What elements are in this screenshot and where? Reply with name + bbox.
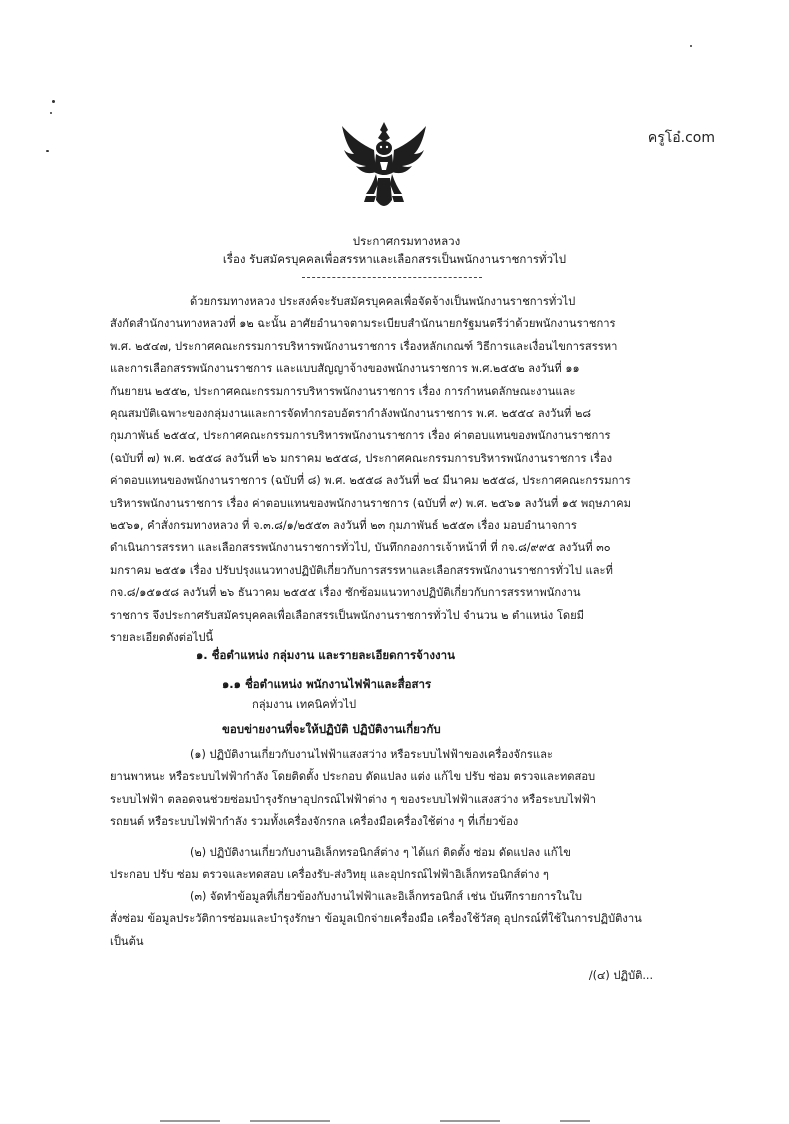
watermark-text: ครูโอ๋.com: [647, 130, 715, 146]
duty-line: ยานพาหนะ หรือระบบไฟฟ้ากำลัง โดยติดตั้ง ประกอบ ดัดแปลง แต่ง แก้ไข ปรับ ซ่อม ตรวจและทดสอบ: [110, 770, 596, 784]
intro-line: สังกัดสำนักงานทางหลวงที่ ๑๒ ฉะนั้น อาศัยอำนาจตามระเบียบสำนักนายกรัฐมนตรีว่าด้วยพนักงานราชการ: [110, 317, 616, 331]
scope-heading: ขอบข่ายงานที่จะให้ปฏิบัติ ปฏิบัติงานเกี่ยวกับ: [222, 722, 441, 736]
announcement-subject: เรื่อง รับสมัครบุคคลเพื่อสรรหาและเลือกสรรเป็นพนักงานราชการทั่วไป: [222, 252, 567, 266]
intro-line: ค่าตอบแทนของพนักงานราชการ (ฉบับที่ ๘) พ.ศ. ๒๕๕๘ ลงวันที่ ๒๔ มีนาคม ๒๕๕๘, ประกาศคณะกรรมการ: [110, 474, 631, 488]
continuation-marker: /(๔) ปฏิบัติ...: [588, 969, 653, 982]
intro-line: ราชการ จึงประกาศรับสมัครบุคคลเพื่อเลือกสรรเป็นพนักงานราชการทั่วไป จำนวน ๒ ตำแหน่ง โดยมี: [110, 608, 585, 622]
intro-line: และการเลือกสรรพนักงานราชการ และแบบสัญญาจ้างของพนักงานราชการ พ.ศ.๒๕๕๒ ลงวันที่ ๑๑: [110, 362, 580, 376]
intro-line: รายละเอียดดังต่อไปนี้: [110, 631, 214, 645]
intro-line: กันยายน ๒๕๕๒, ประกาศคณะกรรมการบริหารพนักงานราชการ เรื่อง การกำหนดลักษณะงานและ: [110, 384, 576, 398]
duty-line: เป็นต้น: [110, 934, 144, 948]
duty-line: (๓) จัดทำข้อมูลที่เกี่ยวข้องกับงานไฟฟ้าและอิเล็กทรอนิกส์ เช่น บันทึกรายการในใบ: [190, 890, 582, 903]
announcement-title: ประกาศกรมทางหลวง: [352, 234, 461, 248]
duty-item-3: [110, 886, 702, 953]
scan-speck: [46, 150, 49, 152]
garuda-emblem-icon: [336, 120, 432, 215]
intro-line: (ฉบับที่ ๗) พ.ศ. ๒๕๕๘ ลงวันที่ ๒๖ มกราคม ๒๕๕๘, ประกาศคณะกรรมการบริหารพนักงานราชการ เรื่อง: [110, 451, 613, 465]
scan-speck: [52, 100, 55, 103]
intro-line: บริหารพนักงานราชการ เรื่อง ค่าตอบแทนของพนักงานราชการ (ฉบับที่ ๙) พ.ศ. ๒๕๖๑ ลงวันที่ ๑๕ พฤษภาคม: [110, 496, 631, 510]
duty-line: ระบบไฟฟ้า ตลอดจนช่วยซ่อมบำรุงรักษาอุปกรณ์ไฟฟ้าต่าง ๆ ของระบบไฟฟ้าแสงสว่าง หรือระบบไฟฟ้า: [110, 792, 596, 806]
scan-speck: [690, 45, 692, 47]
scan-edge-mark: [160, 1120, 220, 1122]
duty-item-2: [110, 842, 702, 887]
position-heading: ๑.๑ ชื่อตำแหน่ง พนักงานไฟฟ้าและสื่อสาร: [222, 677, 432, 691]
duty-line: (๒) ปฏิบัติงานเกี่ยวกับงานอิเล็กทรอนิกส์ต่าง ๆ ได้แก่ ติดตั้ง ซ่อม ดัดแปลง แก้ไข: [190, 846, 571, 859]
scan-edge-mark: [560, 1120, 590, 1122]
duty-line: ประกอบ ปรับ ซ่อม ตรวจและทดสอบ เครื่องรับ-ส่งวิทยุ และอุปกรณ์ไฟฟ้าอิเล็กทรอนิกส์ต่าง ๆ: [110, 868, 549, 882]
intro-line: พ.ศ. ๒๕๔๗, ประกาศคณะกรรมการบริหารพนักงานราชการ เรื่องหลักเกณฑ์ วิธีการและเงื่อนไขการสรรหา: [110, 339, 618, 353]
title-divider: [302, 277, 482, 278]
duty-line: รถยนต์ หรือระบบไฟฟ้ากำลัง รวมทั้งเครื่องจักรกล เครื่องมือเครื่องใช้ต่าง ๆ ที่เกี่ยวข้อง: [110, 815, 519, 829]
scan-speck: [50, 112, 52, 114]
scan-edge-mark: [440, 1120, 500, 1122]
section-1-heading: ๑. ชื่อตำแหน่ง กลุ่มงาน และรายละเอียดการจ้างงาน: [196, 648, 455, 662]
duty-item-1: [110, 744, 702, 834]
intro-line: กุมภาพันธ์ ๒๕๕๔, ประกาศคณะกรรมการบริหารพนักงานราชการ เรื่อง ค่าตอบแทนของพนักงานราชการ: [110, 429, 611, 443]
intro-paragraph: [110, 291, 702, 650]
intro-line: กจ.๘/๑๕๑๕๘ ลงวันที่ ๒๖ ธันวาคม ๒๕๕๕ เรื่อง ซักซ้อมแนวทางปฏิบัติเกี่ยวกับการสรรหาพนักงาน: [110, 586, 581, 600]
job-group: กลุ่มงาน เทคนิคทั่วไป: [252, 698, 357, 711]
intro-line: คุณสมบัติเฉพาะของกลุ่มงานและการจัดทำกรอบอัตรากำลังพนักงานราชการ พ.ศ. ๒๕๕๔ ลงวันที่ ๒๘: [110, 407, 591, 421]
intro-line: ๒๕๖๑, คำสั่งกรมทางหลวง ที่ จ.๓.๘/๑/๒๕๕๓ ลงวันที่ ๒๓ กุมภาพันธ์ ๒๕๕๓ เรื่อง มอบอำนาจการ: [110, 519, 577, 533]
intro-line: มกราคม ๒๕๕๑ เรื่อง ปรับปรุงแนวทางปฏิบัติเกี่ยวกับการสรรหาและเลือกสรรพนักงานราชการทั่วไป และที่: [110, 563, 613, 577]
intro-line: ด้วยกรมทางหลวง ประสงค์จะรับสมัครบุคคลเพื่อจัดจ้างเป็นพนักงานราชการทั่วไป: [190, 295, 576, 308]
scan-edge-mark: [250, 1120, 330, 1122]
intro-line: ดำเนินการสรรหา และเลือกสรรพนักงานราชการทั่วไป, บันทึกกองการเจ้าหน้าที่ ที่ กจ.๘/๙๙๕ ลงวันที่ ๓๐: [110, 541, 611, 555]
duty-line: (๑) ปฏิบัติงานเกี่ยวกับงานไฟฟ้าแสงสว่าง หรือระบบไฟฟ้าของเครื่องจักรและ: [190, 748, 553, 761]
duty-line: สั่งซ่อม ข้อมูลประวัติการซ่อมและบำรุงรักษา ข้อมูลเบิกจ่ายเครื่องมือ เครื่องใช้วัสดุ อุปกรณ์ที่ใช้ในการปฏิบัติงาน: [110, 912, 642, 926]
